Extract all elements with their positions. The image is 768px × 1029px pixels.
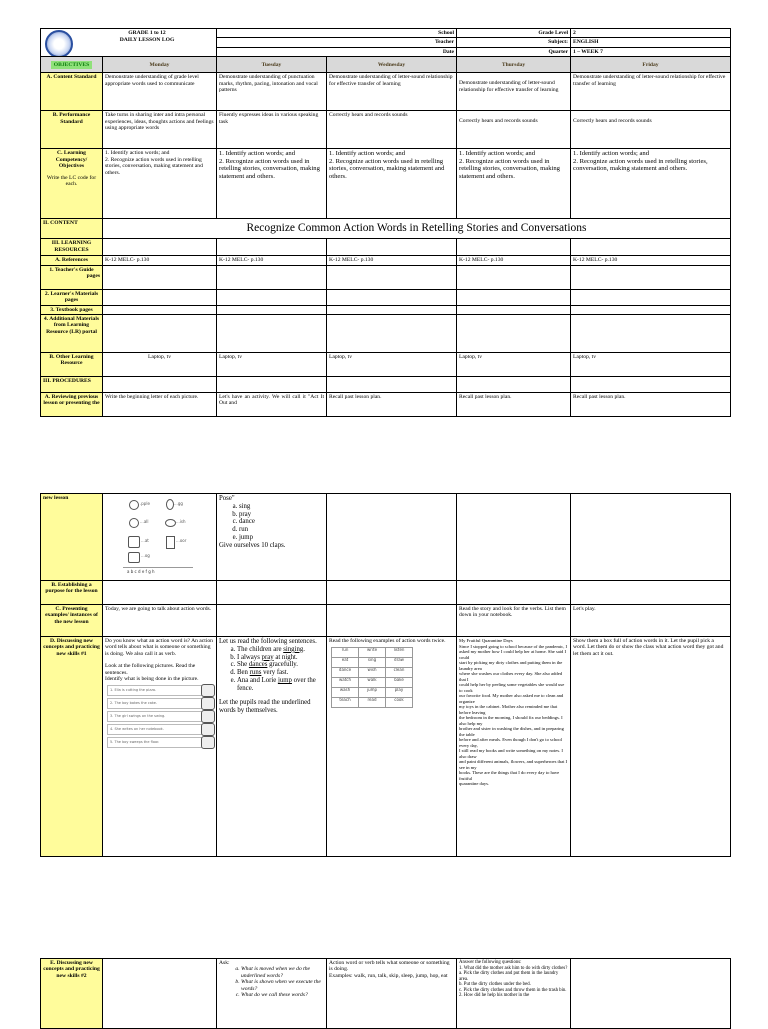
grade-level-label: Grade Level xyxy=(457,29,571,38)
reviewing-mon: Write the beginning letter of each picture. xyxy=(103,392,217,416)
apple-picture-icon xyxy=(129,500,139,510)
competency-thu: 1. Identify action words; and 2. Recognize action words used in retelling stories, conversation, making statement and others. xyxy=(457,149,571,219)
reviewing-mon-pictures: .pple ...gg ...all ...ish ...at ...og ...oor a b c d e f g h xyxy=(103,494,217,581)
other-resources-fri: Laptop, tv xyxy=(571,352,731,376)
teachers-guide-label: 1. Teacher's Guide pages xyxy=(41,265,103,289)
picture-sentence-2: 2. The boy bakes the cake. xyxy=(107,698,203,709)
subject-value: ENGLISH xyxy=(571,38,731,47)
additional-materials-label: 4. Additional Materials from Learning Resource (LR) portal xyxy=(41,314,103,352)
monday-header: Monday xyxy=(103,57,217,73)
performance-standard-label: B. Performance Standard xyxy=(41,111,103,149)
notebook-picture xyxy=(201,723,215,736)
school-label: School xyxy=(217,29,457,38)
reviewing-fri: Recall past lesson plan. xyxy=(571,392,731,416)
lesson-log-table-page1 xyxy=(40,28,731,417)
competency-mon: 1. Identify action words; and 2. Recognize action words used in retelling stories, conversation, making statement and others. xyxy=(103,149,217,219)
header-title-cell xyxy=(41,29,217,57)
grade-level-value: 2 xyxy=(571,29,731,38)
review-letter-choices: a b c d e f g h xyxy=(127,569,155,574)
textbook-pages-label: 3. Textbook pages xyxy=(41,305,103,314)
examples-mon: Today, we are going to talk about action words. xyxy=(103,605,217,637)
content-standard-thu: Demonstrate understanding of letter-sound relationship for effective transfer of learning xyxy=(457,73,571,111)
quarter-label: Quarter xyxy=(457,47,571,56)
references-fri: K-12 MELC- p.130 xyxy=(571,256,731,265)
tuesday-header: Tuesday xyxy=(217,57,327,73)
discussing-2-wed: Action word or verb tells what someone or something is doing. Examples: walk, run, talk, skip, sleep, jump, hop, eat xyxy=(327,959,457,1029)
learning-resources-label: III. LEARNING RESOURCES xyxy=(41,239,103,256)
ball-picture-icon xyxy=(129,518,139,528)
egg-picture-icon xyxy=(166,499,174,510)
discussing-1-mon: Do you know what an action word is? An action word tells about what is someone or something is doing. We also call it as verb. Look at the following pictures. Read the sentences. Identify what is being done in the picture. 1. Ella is cutting the pizza. 2. The boy bakes the cake. 3. The girl swings on the swing. 4. She writes on her notebook. 5. The boy sweeps the floor. xyxy=(103,637,217,857)
competency-note: Write the LC code for each. xyxy=(46,174,97,187)
competency-tue: 1. Identify action words; and 2. Recognize action words used in retelling stories, conversation, making statement and others. xyxy=(217,149,327,219)
pizza-picture xyxy=(201,684,215,697)
objectives-header: OBJECTIVES xyxy=(41,57,103,73)
competency-fri: 1. Identify action words; and 2. Recognize action words used in retelling stories, conversation, making statement and others. xyxy=(571,149,731,219)
lesson-log-table-page2 xyxy=(40,493,731,857)
learners-materials-label: 2. Learner's Materials pages xyxy=(41,289,103,305)
content-title: Recognize Common Action Words in Retelling Stories and Conversations xyxy=(103,219,731,239)
discussing-1-label: D. Discussing new concepts and practicing new skills #1 xyxy=(41,637,103,857)
examples-label: C. Presenting examples/ instances of the new lesson xyxy=(41,605,103,637)
discussing-1-wed: Read the following examples of action words twice. run write listen eat sing draw dance wish clean watch walk bake wash jump play teach read cook xyxy=(327,637,457,857)
other-resources-label: B. Other Learning Resource xyxy=(41,352,103,376)
references-wed: K-12 MELC- p.130 xyxy=(327,256,457,265)
dog-picture-icon xyxy=(128,552,140,563)
reviewing-label-cont: new lesson xyxy=(41,494,103,581)
picture-sentence-5: 5. The boy sweeps the floor. xyxy=(107,737,203,748)
performance-standard-mon: Take turns in sharing inter and intra personal experiences, ideas, thoughts actions and feelings using appropriate words xyxy=(103,111,217,149)
cake-picture xyxy=(201,697,215,710)
competency-wed: 1. Identify action words; and 2. Recognize action words used in retelling stories, conversation, making statement and others. xyxy=(327,149,457,219)
other-resources-tue: Laptop, tv xyxy=(217,352,327,376)
discussing-1-thu-story: My Fruitful Quarantine Days Since I stopped going to school because of the pandemic, I asked my mother how I could help her at home. She said I could start by picking my dirty clothes and putting them in the laundry area where she washes our clothes every day. She also added that I could help her by peeling some vegetables she would use to cook our favorite food. My mother also asked me to clean and organize my toys in the cabinet. Mother also reminded me that before leaving the bedroom in the morning, I should fix our beddings. I also help my brother and sister in washing the dishes, and in preparing the table before and after meals. Even though I don't go to school every day, I still read my books and write something on my notes. I also draw and paint different animals, flowers, and superheroes that I see in my books. These are the things that I do every day to have fruitful quarantine days. xyxy=(457,637,571,857)
discussing-1-tue: Let us read the following sentences. a. The children are singing. b. I always pray at night. c. She dances gracefully. d. Ben runs very fast. e. Ana and Lorie jump over the fence. Let the pupils read the underlined words by themselves. xyxy=(217,637,327,857)
discussing-2-tue: Ask: a. What is moved when we do the underlined words? b. What is shown when we execute the words? c. What do we call these words? xyxy=(217,959,327,1029)
references-mon: K-12 MELC- p.130 xyxy=(103,256,217,265)
deped-seal-logo xyxy=(45,30,73,57)
door-picture-icon xyxy=(166,536,175,549)
procedures-label: III. PROCEDURES xyxy=(41,376,103,392)
picture-sentence-4: 4. She writes on her notebook. xyxy=(107,724,203,735)
references-thu: K-12 MELC- p.130 xyxy=(457,256,571,265)
examples-fri: Let's play. xyxy=(571,605,731,637)
content-standard-label: A. Content Standard xyxy=(41,73,103,111)
discussing-1-fri: Show them a box full of action words in it. Let the pupil pick a word. Let them do or show the class what action word they got and let them act it out. xyxy=(571,637,731,857)
purpose-label: B. Establishing a purpose for the lesson xyxy=(41,581,103,605)
grade-range-text: GRADE 1 to 12 xyxy=(128,30,166,36)
reviewing-thu: Recall past lesson plan. xyxy=(457,392,571,416)
wednesday-header: Wednesday xyxy=(327,57,457,73)
content-standard-mon: Demonstrate understanding of grade level appropriate words used to communicate xyxy=(103,73,217,111)
references-label: A. References xyxy=(41,256,103,265)
sweep-picture xyxy=(201,736,215,749)
content-standard-fri: Demonstrate understanding of letter-sound relationship for effective transfer of learning xyxy=(571,73,731,111)
performance-standard-fri: Correctly hears and records sounds xyxy=(571,111,731,149)
swing-picture xyxy=(201,710,215,723)
competency-label-cell xyxy=(41,149,103,219)
subject-label: Subject: xyxy=(457,38,571,47)
discussing-2-label: E. Discussing new concepts and practicing new skills #2 xyxy=(41,959,103,1029)
teacher-label: Teacher xyxy=(217,38,457,47)
date-label: Date xyxy=(217,47,457,56)
performance-standard-thu: Correctly hears and records sounds xyxy=(457,111,571,149)
content-label: II. CONTENT xyxy=(41,219,103,239)
performance-standard-wed: Correctly hears and records sounds xyxy=(327,111,457,149)
other-resources-thu: Laptop, tv xyxy=(457,352,571,376)
lesson-log-table-page3 xyxy=(40,958,731,1029)
discussing-2-thu: Answer the following questions: 1. What did the mother ask him to do with dirty clothes? a. Pick the dirty clothes and put them in the laundry area. b. Put the dirty clothes under the bed. c. Pick the dirty clothes and throw them in the trash bin. 2. How did he help his mother in the xyxy=(457,959,571,1029)
reviewing-wed: Recall past lesson plan. xyxy=(327,392,457,416)
picture-sentence-3: 3. The girl swings on the swing. xyxy=(107,711,203,722)
picture-sentence-1: 1. Ella is cutting the pizza. xyxy=(107,685,203,696)
other-resources-wed: Laptop, tv xyxy=(327,352,457,376)
reviewing-tue-cont: Pose" a. sing b. pray c. dance d. run e. jump Give ourselves 10 claps. xyxy=(217,494,327,581)
fish-picture-icon xyxy=(165,519,176,527)
performance-standard-tue: Fluently expresses ideas in various speaking task xyxy=(217,111,327,149)
competency-label: C. Learning Competency/ Objectives xyxy=(55,150,88,170)
quarter-value: 1 – WEEK 7 xyxy=(571,47,731,56)
cat-picture-icon xyxy=(128,536,140,548)
other-resources-mon: Laptop, tv xyxy=(103,352,217,376)
references-tue: K-12 MELC- p.130 xyxy=(217,256,327,265)
action-words-table: run write listen eat sing draw dance wish clean watch walk bake wash jump play teach read cook xyxy=(331,647,413,708)
reviewing-label: A. Reviewing previous lesson or presenting the xyxy=(41,392,103,416)
friday-header: Friday xyxy=(571,57,731,73)
content-standard-tue: Demonstrate understanding of punctuation marks, rhythm, pacing, intonation and vocal patterns xyxy=(217,73,327,111)
thursday-header: Thursday xyxy=(457,57,571,73)
reviewing-tue: Let's have an activity. We will call it "Act It Out and xyxy=(217,392,327,416)
content-standard-wed: Demonstrate understanding of letter-sound relationship for effective transfer of learning xyxy=(327,73,457,111)
log-title-text: DAILY LESSON LOG xyxy=(119,36,175,43)
examples-thu: Read the story and look for the verbs. List them down in your notebook. xyxy=(457,605,571,637)
